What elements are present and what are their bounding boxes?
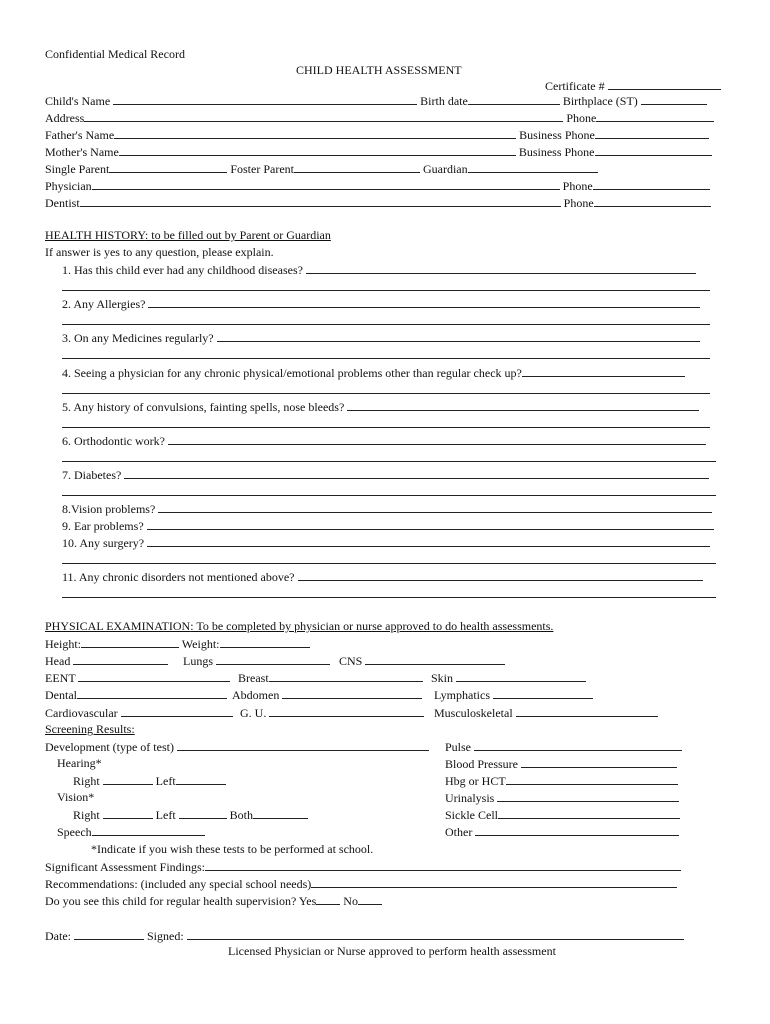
lungs-field[interactable] (216, 653, 330, 665)
guardian-label: Guardian (422, 162, 468, 176)
q6-continuation-row (62, 450, 716, 465)
q5-field[interactable] (347, 399, 699, 411)
findings-row (45, 859, 681, 874)
speech-field[interactable] (92, 824, 205, 836)
vision-right-field[interactable] (103, 807, 153, 819)
dentist-field[interactable] (80, 195, 561, 207)
hbg-row (445, 773, 678, 788)
q1-label: 1. Has this child ever had any childhood diseases? (62, 263, 303, 277)
birth-date-field[interactable] (468, 93, 560, 105)
q10-continuation-row (62, 552, 716, 567)
recommendations-label: Recommendations: (included any special school needs) (45, 877, 312, 891)
breast-field[interactable] (269, 670, 423, 682)
q7-row (62, 467, 709, 482)
development-field[interactable] (177, 739, 429, 751)
foster-parent-label: Foster Parent (230, 162, 294, 176)
q10-field[interactable] (147, 535, 710, 547)
single-parent-field[interactable] (109, 161, 227, 173)
history-heading (45, 228, 331, 242)
vision-right-label: Right (73, 808, 100, 822)
history-instruction: If answer is yes to any question, please explain. (45, 245, 274, 259)
history-heading-rest: : to be filled out by Parent or Guardian (144, 228, 331, 242)
q6-continuation-field[interactable] (62, 450, 716, 462)
q9-field[interactable] (147, 518, 714, 530)
blood-pressure-label: Blood Pressure (445, 757, 518, 771)
birthplace-label: Birthplace (ST) (562, 94, 638, 108)
speech-row (57, 824, 205, 839)
q5-continuation-field[interactable] (62, 416, 710, 428)
physician-phone-label: Phone (562, 179, 593, 193)
q4-row (62, 365, 685, 380)
vision-both-field[interactable] (253, 807, 308, 819)
gu-field[interactable] (269, 705, 424, 717)
vision-left-field[interactable] (179, 807, 227, 819)
hearing-right-label: Right (73, 774, 100, 788)
physician-phone-field[interactable] (593, 178, 710, 190)
musculoskeletal-field[interactable] (516, 705, 658, 717)
cardiovascular-row (45, 705, 233, 720)
q8-row (62, 501, 712, 516)
q11-continuation-field[interactable] (62, 586, 716, 598)
cns-label: CNS (339, 654, 363, 668)
dental-label: Dental (45, 688, 77, 702)
q2-continuation-row (62, 313, 710, 328)
exam-heading-row (45, 619, 553, 633)
address-row (45, 110, 714, 125)
q3-continuation-field[interactable] (62, 347, 710, 359)
certificate-row (545, 78, 721, 93)
skin-row (431, 670, 586, 685)
q11-field[interactable] (298, 569, 703, 581)
q8-label: 8.Vision problems? (62, 502, 156, 516)
signature-field[interactable] (187, 928, 684, 940)
hearing-right-left-row (73, 773, 226, 788)
lymphatics-field[interactable] (493, 687, 593, 699)
dental-field[interactable] (77, 687, 227, 699)
sickle-field[interactable] (498, 807, 680, 819)
childs-name-row (45, 93, 707, 108)
dental-row (45, 687, 227, 702)
dentist-phone-field[interactable] (594, 195, 711, 207)
q2-continuation-field[interactable] (62, 313, 710, 325)
indicate-note: *Indicate if you wish these tests to be performed at school. (91, 842, 374, 856)
supervision-label: Do you see this child for regular health supervision? Yes (45, 894, 317, 908)
q3-continuation-row (62, 347, 710, 362)
birthplace-field[interactable] (641, 93, 707, 105)
recommendations-row (45, 876, 677, 891)
history-heading-row (45, 228, 331, 242)
q3-label: 3. On any Medicines regularly? (62, 331, 214, 345)
q2-label: 2. Any Allergies? (62, 297, 146, 311)
cns-field[interactable] (365, 653, 505, 665)
findings-label: Significant Assessment Findings: (45, 860, 206, 874)
mothers-name-label: Mother's Name (45, 145, 119, 159)
abdomen-label: Abdomen (232, 688, 280, 702)
speech-label: Speech (57, 825, 92, 839)
supervision-row (45, 893, 382, 908)
certificate-label: Certificate # (545, 79, 605, 93)
date-label: Date: (45, 929, 71, 943)
development-row (45, 739, 429, 754)
weight-field[interactable] (220, 636, 310, 648)
hearing-left-label: Left (155, 774, 176, 788)
urinalysis-row (445, 790, 679, 805)
cardiovascular-field[interactable] (121, 705, 233, 717)
q7-label: 7. Diabetes? (62, 468, 122, 482)
pulse-row (445, 739, 682, 754)
gu-row (240, 705, 424, 720)
cns-label-row (339, 653, 505, 668)
guardian-field[interactable] (468, 161, 598, 173)
q10-row (62, 535, 710, 550)
q1-continuation-field[interactable] (62, 279, 710, 291)
recommendations-field[interactable] (311, 876, 677, 888)
q4-continuation-row (62, 382, 710, 397)
address-label: Address (45, 111, 85, 125)
sickle-row (445, 807, 680, 822)
fathers-name-label: Father's Name (45, 128, 115, 142)
q6-field[interactable] (168, 433, 706, 445)
q6-row (62, 433, 706, 448)
height-field[interactable] (81, 636, 179, 648)
exam-heading (45, 619, 553, 633)
q4-field[interactable] (522, 365, 685, 377)
other-field[interactable] (475, 824, 679, 836)
q6-label: 6. Orthodontic work? (62, 434, 165, 448)
phone-field[interactable] (596, 110, 714, 122)
q3-row (62, 330, 700, 345)
signer-caption: Licensed Physician or Nurse approved to perform health assessment (228, 944, 556, 958)
vision-left-label: Left (155, 808, 176, 822)
physician-label: Physician (45, 179, 92, 193)
blood-pressure-row (445, 756, 677, 771)
eent-row (45, 670, 230, 685)
mothers-business-phone-field[interactable] (595, 144, 712, 156)
q1-field[interactable] (306, 262, 696, 274)
phone-label: Phone (566, 111, 597, 125)
lymphatics-row (434, 687, 593, 702)
childs-name-label: Child's Name (45, 94, 111, 108)
breast-label: Breast (238, 671, 269, 685)
q9-row (62, 518, 714, 533)
pulse-label: Pulse (445, 740, 472, 754)
hbg-field[interactable] (506, 773, 678, 785)
q1-row (62, 262, 696, 277)
physician-row (45, 178, 710, 193)
q7-continuation-row (62, 484, 716, 499)
skin-field[interactable] (456, 670, 586, 682)
exam-heading-rest: : To be completed by physician or nurse approved to do health assessments. (190, 619, 554, 633)
head-label-row (45, 653, 168, 668)
q4-label: 4. Seeing a physician for any chronic physical/emotional problems other than regular check up? (62, 366, 522, 380)
single-parent-label: Single Parent (45, 162, 110, 176)
q10-label: 10. Any surgery? (62, 536, 145, 550)
q7-continuation-field[interactable] (62, 484, 716, 496)
q7-field[interactable] (124, 467, 709, 479)
hearing-label: Hearing* (57, 756, 102, 770)
mothers-name-row (45, 144, 712, 159)
head-field[interactable] (73, 653, 168, 665)
musculoskeletal-label: Musculoskeletal (434, 706, 513, 720)
q4-continuation-field[interactable] (62, 382, 710, 394)
fathers-business-phone-label: Business Phone (519, 128, 595, 142)
fathers-business-phone-field[interactable] (595, 127, 709, 139)
eent-label: EENT (45, 671, 76, 685)
hearing-right-field[interactable] (103, 773, 153, 785)
birth-date-label: Birth date (420, 94, 468, 108)
breast-row (238, 670, 423, 685)
childs-name-field[interactable] (113, 93, 417, 105)
supervision-no-label: No (343, 894, 358, 908)
exam-heading-title: PHYSICAL EXAMINATION (45, 619, 191, 633)
supervision-yes-field[interactable] (316, 893, 340, 905)
fathers-name-field[interactable] (114, 127, 516, 139)
certificate-field[interactable] (608, 78, 721, 90)
head-label: Head (45, 654, 71, 668)
q5-row (62, 399, 699, 414)
history-heading-title: HEALTH HISTORY (45, 228, 145, 242)
mothers-business-phone-label: Business Phone (518, 145, 595, 159)
height-weight-row (45, 636, 310, 651)
q11-continuation-row (62, 586, 716, 601)
date-signed-row (45, 928, 684, 943)
q5-label: 5. Any history of convulsions, fainting spells, nose bleeds? (62, 400, 345, 414)
q5-continuation-row (62, 416, 710, 431)
dentist-row (45, 195, 711, 210)
pulse-field[interactable] (474, 739, 682, 751)
other-label: Other (445, 825, 473, 839)
weight-label: Weight: (181, 637, 220, 651)
dentist-label: Dentist (45, 196, 80, 210)
findings-field[interactable] (205, 859, 681, 871)
physician-field[interactable] (92, 178, 560, 190)
lymphatics-label: Lymphatics (434, 688, 490, 702)
cardiovascular-label: Cardiovascular (45, 706, 118, 720)
urinalysis-field[interactable] (497, 790, 679, 802)
q8-field[interactable] (158, 501, 712, 513)
supervision-no-field[interactable] (358, 893, 382, 905)
abdomen-field[interactable] (282, 687, 422, 699)
q2-row (62, 296, 700, 311)
q9-label: 9. Ear problems? (62, 519, 144, 533)
date-field[interactable] (74, 928, 144, 940)
form-title: CHILD HEALTH ASSESSMENT (296, 63, 462, 77)
confidential-label: Confidential Medical Record (45, 47, 185, 61)
screening-heading: Screening Results: (45, 722, 135, 736)
hearing-left-field[interactable] (176, 773, 226, 785)
development-label: Development (type of test) (45, 740, 174, 754)
mothers-name-field[interactable] (119, 144, 516, 156)
q1-continuation-row (62, 279, 710, 294)
q3-field[interactable] (217, 330, 700, 342)
skin-label: Skin (431, 671, 454, 685)
other-row (445, 824, 679, 839)
vision-both-label: Both (229, 808, 254, 822)
address-field[interactable] (84, 110, 563, 122)
q10-continuation-field[interactable] (62, 552, 716, 564)
urinalysis-label: Urinalysis (445, 791, 495, 805)
q11-label: 11. Any chronic disorders not mentioned above? (62, 570, 295, 584)
lungs-label: Lungs (183, 654, 213, 668)
vision-label: Vision* (57, 790, 95, 804)
signed-label: Signed: (147, 929, 184, 943)
fathers-name-row (45, 127, 709, 142)
abdomen-row (232, 687, 422, 702)
q11-row (62, 569, 703, 584)
gu-label: G. U. (240, 706, 267, 720)
sickle-label: Sickle Cell (445, 808, 498, 822)
parent-status-row (45, 161, 598, 176)
vision-right-left-both-row (73, 807, 308, 822)
dentist-phone-label: Phone (563, 196, 594, 210)
lungs-label-row (183, 653, 330, 668)
eent-field[interactable] (78, 670, 230, 682)
height-label: Height: (45, 637, 81, 651)
musculoskeletal-row (434, 705, 658, 720)
foster-parent-field[interactable] (294, 161, 420, 173)
screening-row (45, 722, 135, 736)
hbg-label: Hbg or HCT (445, 774, 506, 788)
q2-field[interactable] (148, 296, 700, 308)
blood-pressure-field[interactable] (521, 756, 677, 768)
